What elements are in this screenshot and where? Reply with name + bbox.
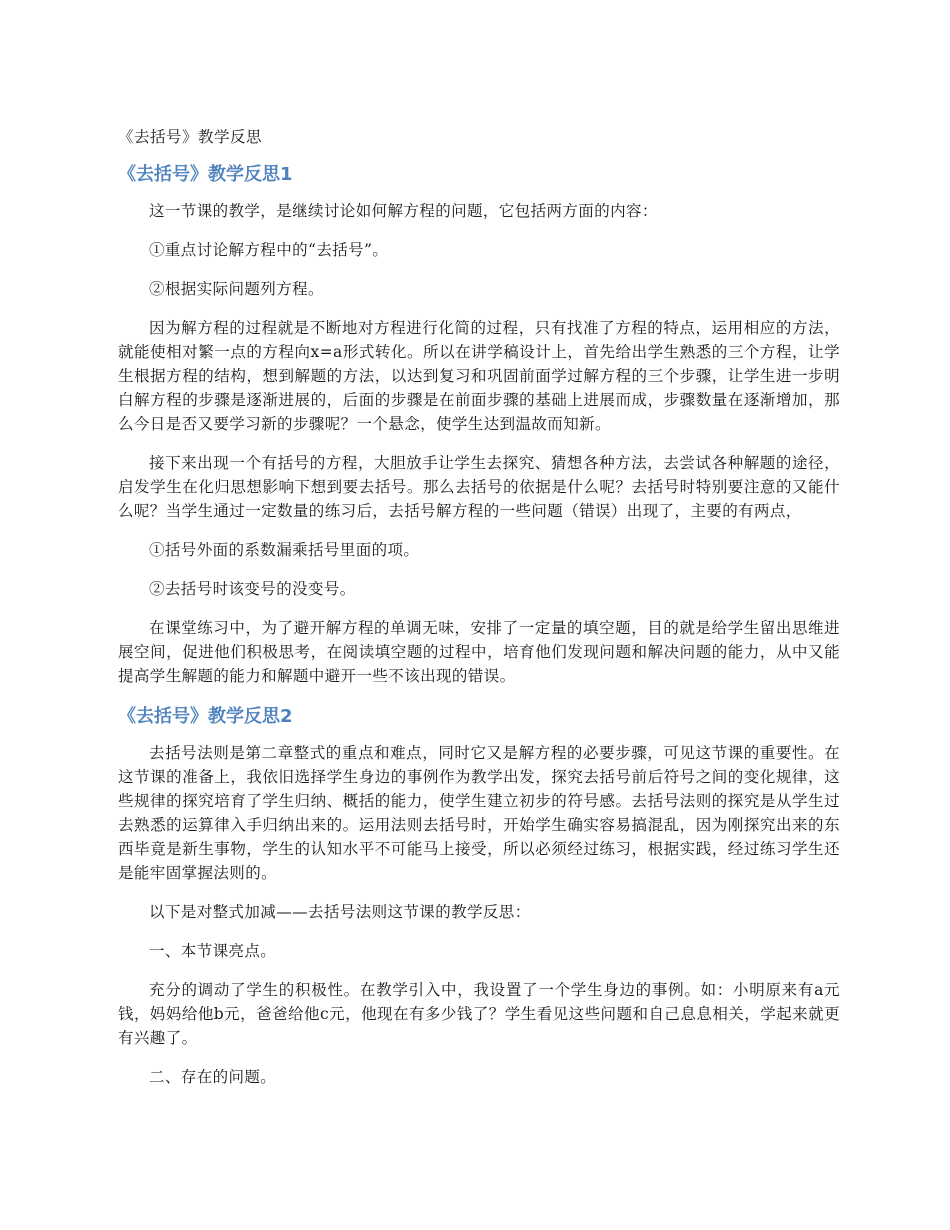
paragraph: 去括号法则是第二章整式的重点和难点，同时它又是解方程的必要步骤，可见这节课的重要性。在这节课的准备上，我依旧选择学生身边的事例作为教学出发，探究去括号前后符号之间的变化规律，这些规律的探究培育了学生归纳、概括的能力，使学生建立初步的符号感。去括号法则的探究是从学生过去熟悉的运算律入手归纳出来的。运用法则去括号时，开始学生确实容易搞混乱，因为刚探究出来的东西毕竟是新生事物，学生的认知水平不可能马上接受，所以必须经过练习，根据实践，经过练习学生还是能牢固掌握法则的。 bbox=[118, 744, 840, 882]
document-title: 《去括号》教学反思 bbox=[118, 128, 263, 146]
paragraph: 接下来出现一个有括号的方程，大胆放手让学生去探究、猜想各种方法，去尝试各种解题的途径，启发学生在化归思想影响下想到要去括号。那么去括号的依据是什么呢？去括号时特别要注意的又能什么呢？当学生通过一定数量的练习后，去括号解方程的一些问题（错误）出现了，主要的有两点， bbox=[118, 454, 840, 520]
paragraph: ②去括号时该变号的没变号。 bbox=[149, 580, 356, 598]
paragraph: ①重点讨论解方程中的“去括号”。 bbox=[149, 241, 389, 259]
section-heading: 《去括号》教学反思2 bbox=[118, 706, 293, 727]
paragraph: 充分的调动了学生的积极性。在教学引入中，我设置了一个学生身边的事例。如：小明原来有a元钱，妈妈给他b元，爸爸给他c元，他现在有多少钱了？学生看见这些问题和自己息息相关，学起来就更有兴趣了。 bbox=[118, 981, 840, 1047]
paragraph: 因为解方程的过程就是不断地对方程进行化简的过程，只有找准了方程的特点，运用相应的方法，就能使相对繁一点的方程向x=a形式转化。所以在讲学稿设计上，首先给出学生熟悉的三个方程，让学生根据方程的结构，想到解题的方法，以达到复习和巩固前面学过解方程的三个步骤，让学生进一步明白解方程的步骤是逐渐进展的，后面的步骤是在前面步骤的基础上进展而成，步骤数量在逐渐增加，那么今日是否又要学习新的步骤呢？一个悬念，使学生达到温故而知新。 bbox=[118, 319, 840, 433]
section-heading: 《去括号》教学反思1 bbox=[118, 164, 293, 185]
paragraph: 一、本节课亮点。 bbox=[149, 942, 277, 960]
paragraph: ②根据实际问题列方程。 bbox=[149, 280, 324, 298]
paragraph: 以下是对整式加减——去括号法则这节课的教学反思： bbox=[149, 903, 531, 921]
paragraph: ①括号外面的系数漏乘括号里面的项。 bbox=[149, 541, 420, 559]
paragraph: 二、存在的问题。 bbox=[149, 1068, 277, 1086]
document-page bbox=[118, 125, 840, 1104]
section-2 bbox=[118, 703, 840, 1089]
paragraph: 在课堂练习中，为了避开解方程的单调无味，安排了一定量的填空题，目的就是给学生留出思维进展空间，促进他们积极思考，在阅读填空题的过程中，培育他们发现问题和解决问题的能力，从中又能提高学生解题的能力和解题中避开一些不该出现的错误。 bbox=[118, 619, 840, 685]
section-1 bbox=[118, 161, 840, 688]
paragraph: 这一节课的教学，是继续讨论如何解方程的问题，它包括两方面的内容： bbox=[149, 202, 658, 220]
